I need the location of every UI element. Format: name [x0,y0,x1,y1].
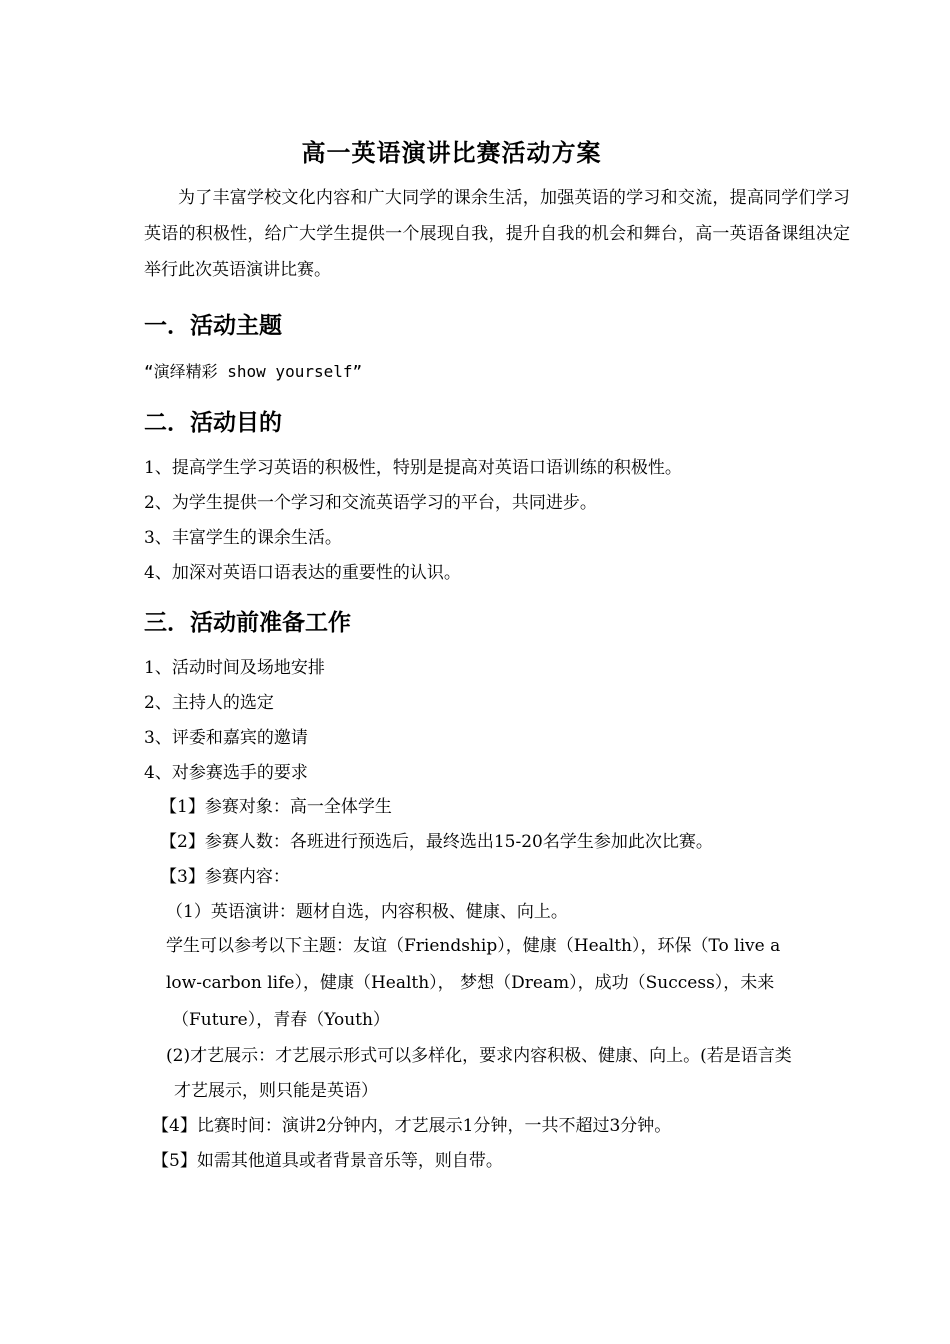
preparation-item: 2、主持人的选定 [144,693,274,713]
purpose-item: 4、加深对英语口语表达的重要性的认识。 [144,563,461,583]
preparation-item: 4、对参赛选手的要求 [144,763,308,783]
requirement-line: 才艺展示，则只能是英语） [174,1081,378,1101]
requirement-line: 【3】参赛内容： [160,867,290,887]
requirement-line: （1）英语演讲：题材自选，内容积极、健康、向上。 [166,902,568,922]
intro-paragraph: 为了丰富学校文化内容和广大同学的课余生活，加强英语的学习和交流，提高同学们学习英语的积极性，给广大学生提供一个展现自我，提升自我的机会和舞台，高一英语备课组决定举行此次英语演讲比赛。 [144,188,850,280]
requirement-line: （Future），青春（Youth） [172,1010,390,1030]
requirement-line: 【5】如需其他道具或者背景音乐等，则自带。 [152,1151,503,1171]
requirement-line: 【4】比赛时间：演讲2分钟内，才艺展示1分钟，一共不超过3分钟。 [152,1116,672,1136]
purpose-item: 2、为学生提供一个学习和交流英语学习的平台，共同进步。 [144,493,597,513]
section-heading-preparation: 三．活动前准备工作 [144,609,351,636]
document-title: 高一英语演讲比赛活动方案 [301,138,602,167]
purpose-item: 3、丰富学生的课余生活。 [144,528,342,548]
preparation-item: 1、活动时间及场地安排 [144,658,325,678]
requirement-line: 【1】参赛对象：高一全体学生 [160,797,392,817]
preparation-item: 3、评委和嘉宾的邀请 [144,728,308,748]
requirement-line: (2)才艺展示：才艺展示形式可以多样化，要求内容积极、健康、向上。(若是语言类 [166,1046,792,1066]
purpose-item: 1、提高学生学习英语的积极性，特别是提高对英语口语训练的积极性。 [144,458,682,478]
section-heading-theme: 一．活动主题 [144,312,282,339]
requirement-line: 【2】参赛人数：各班进行预选后，最终选出15-20名学生参加此次比赛。 [160,832,713,852]
theme-slogan: “演绎精彩 show yourself” [144,362,363,381]
requirement-line: low-carbon life），健康（Health）， 梦想（Dream），成功（Success），未来 [166,973,775,993]
section-heading-purpose: 二．活动目的 [144,409,282,436]
requirement-line: 学生可以参考以下主题：友谊（Friendship），健康（Health），环保（To live a [166,936,781,956]
